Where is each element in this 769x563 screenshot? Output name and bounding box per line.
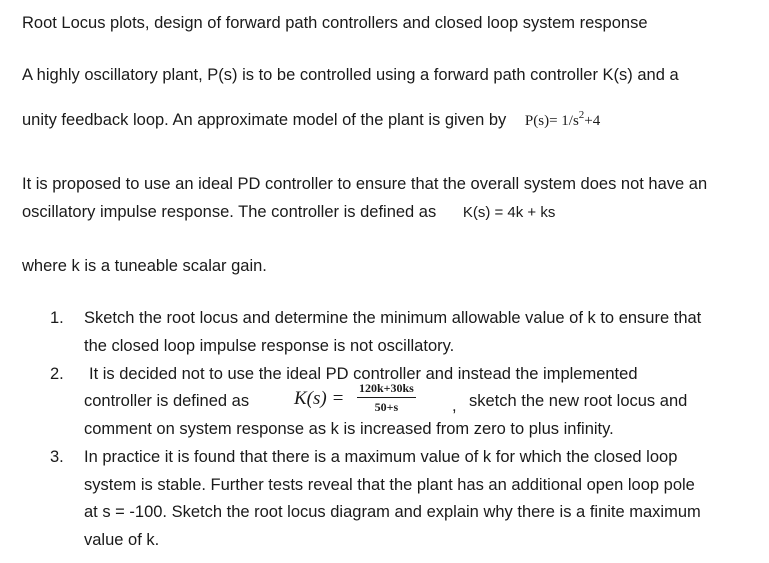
paragraph-controller-line-2 xyxy=(22,204,555,221)
list-item-number: 1. xyxy=(50,309,64,327)
list-item-3-line-1: In practice it is found that there is a maximum value of k for which the closed loop xyxy=(84,448,678,466)
list-item-2-line-2-pre: controller is defined as xyxy=(84,392,250,410)
list-item-2-line-2-post: sketch the new root locus and xyxy=(469,392,688,410)
controller-equation-lhs: K(s) = xyxy=(294,388,345,409)
document-title: Root Locus plots, design of forward path controllers and closed loop system response xyxy=(22,14,648,32)
paragraph-gain-note: where k is a tuneable scalar gain. xyxy=(22,257,267,275)
list-item-3-line-3: at s = -100. Sketch the root locus diagram and explain why there is a finite maximum xyxy=(84,503,701,521)
fraction-numerator: 120k+30ks xyxy=(357,381,416,398)
list-item-1-line-1: Sketch the root locus and determine the minimum allowable value of k to ensure that xyxy=(84,309,702,327)
plant-equation-tail: +4 xyxy=(584,113,601,129)
plant-equation-exponent: 2 xyxy=(578,109,585,121)
plant-description: unity feedback loop. An approximate model of the plant is given by xyxy=(22,111,507,129)
paragraph-controller-line-1: It is proposed to use an ideal PD controller to ensure that the overall system does not have an xyxy=(22,175,708,193)
list-item-1-line-2: the closed loop impulse response is not oscillatory. xyxy=(84,337,455,355)
list-item-number: 2. xyxy=(50,365,64,383)
fraction-comma: , xyxy=(452,397,457,415)
list-item-3-line-4: value of k. xyxy=(84,531,160,549)
controller-fraction xyxy=(357,381,416,415)
controller-description: oscillatory impulse response. The controller is defined as xyxy=(22,203,437,221)
controller-equation: K(s) = 4k + ks xyxy=(462,204,556,221)
list-item-3-line-2: system is stable. Further tests reveal that the plant has an additional open loop pole xyxy=(84,476,695,494)
paragraph-plant-line-1: A highly oscillatory plant, P(s) is to be controlled using a forward path controller K(s) and a xyxy=(22,66,679,84)
list-item-2-line-1: It is decided not to use the ideal PD controller and instead the implemented xyxy=(89,365,638,383)
paragraph-plant-line-2 xyxy=(22,109,601,129)
list-item-number: 3. xyxy=(50,448,64,466)
fraction-denominator: 50+s xyxy=(374,400,399,414)
list-item-2-line-3: comment on system response as k is increased from zero to plus infinity. xyxy=(84,420,614,438)
plant-equation-lhs: P(s)= 1/s xyxy=(524,113,579,129)
plant-equation xyxy=(524,109,601,129)
